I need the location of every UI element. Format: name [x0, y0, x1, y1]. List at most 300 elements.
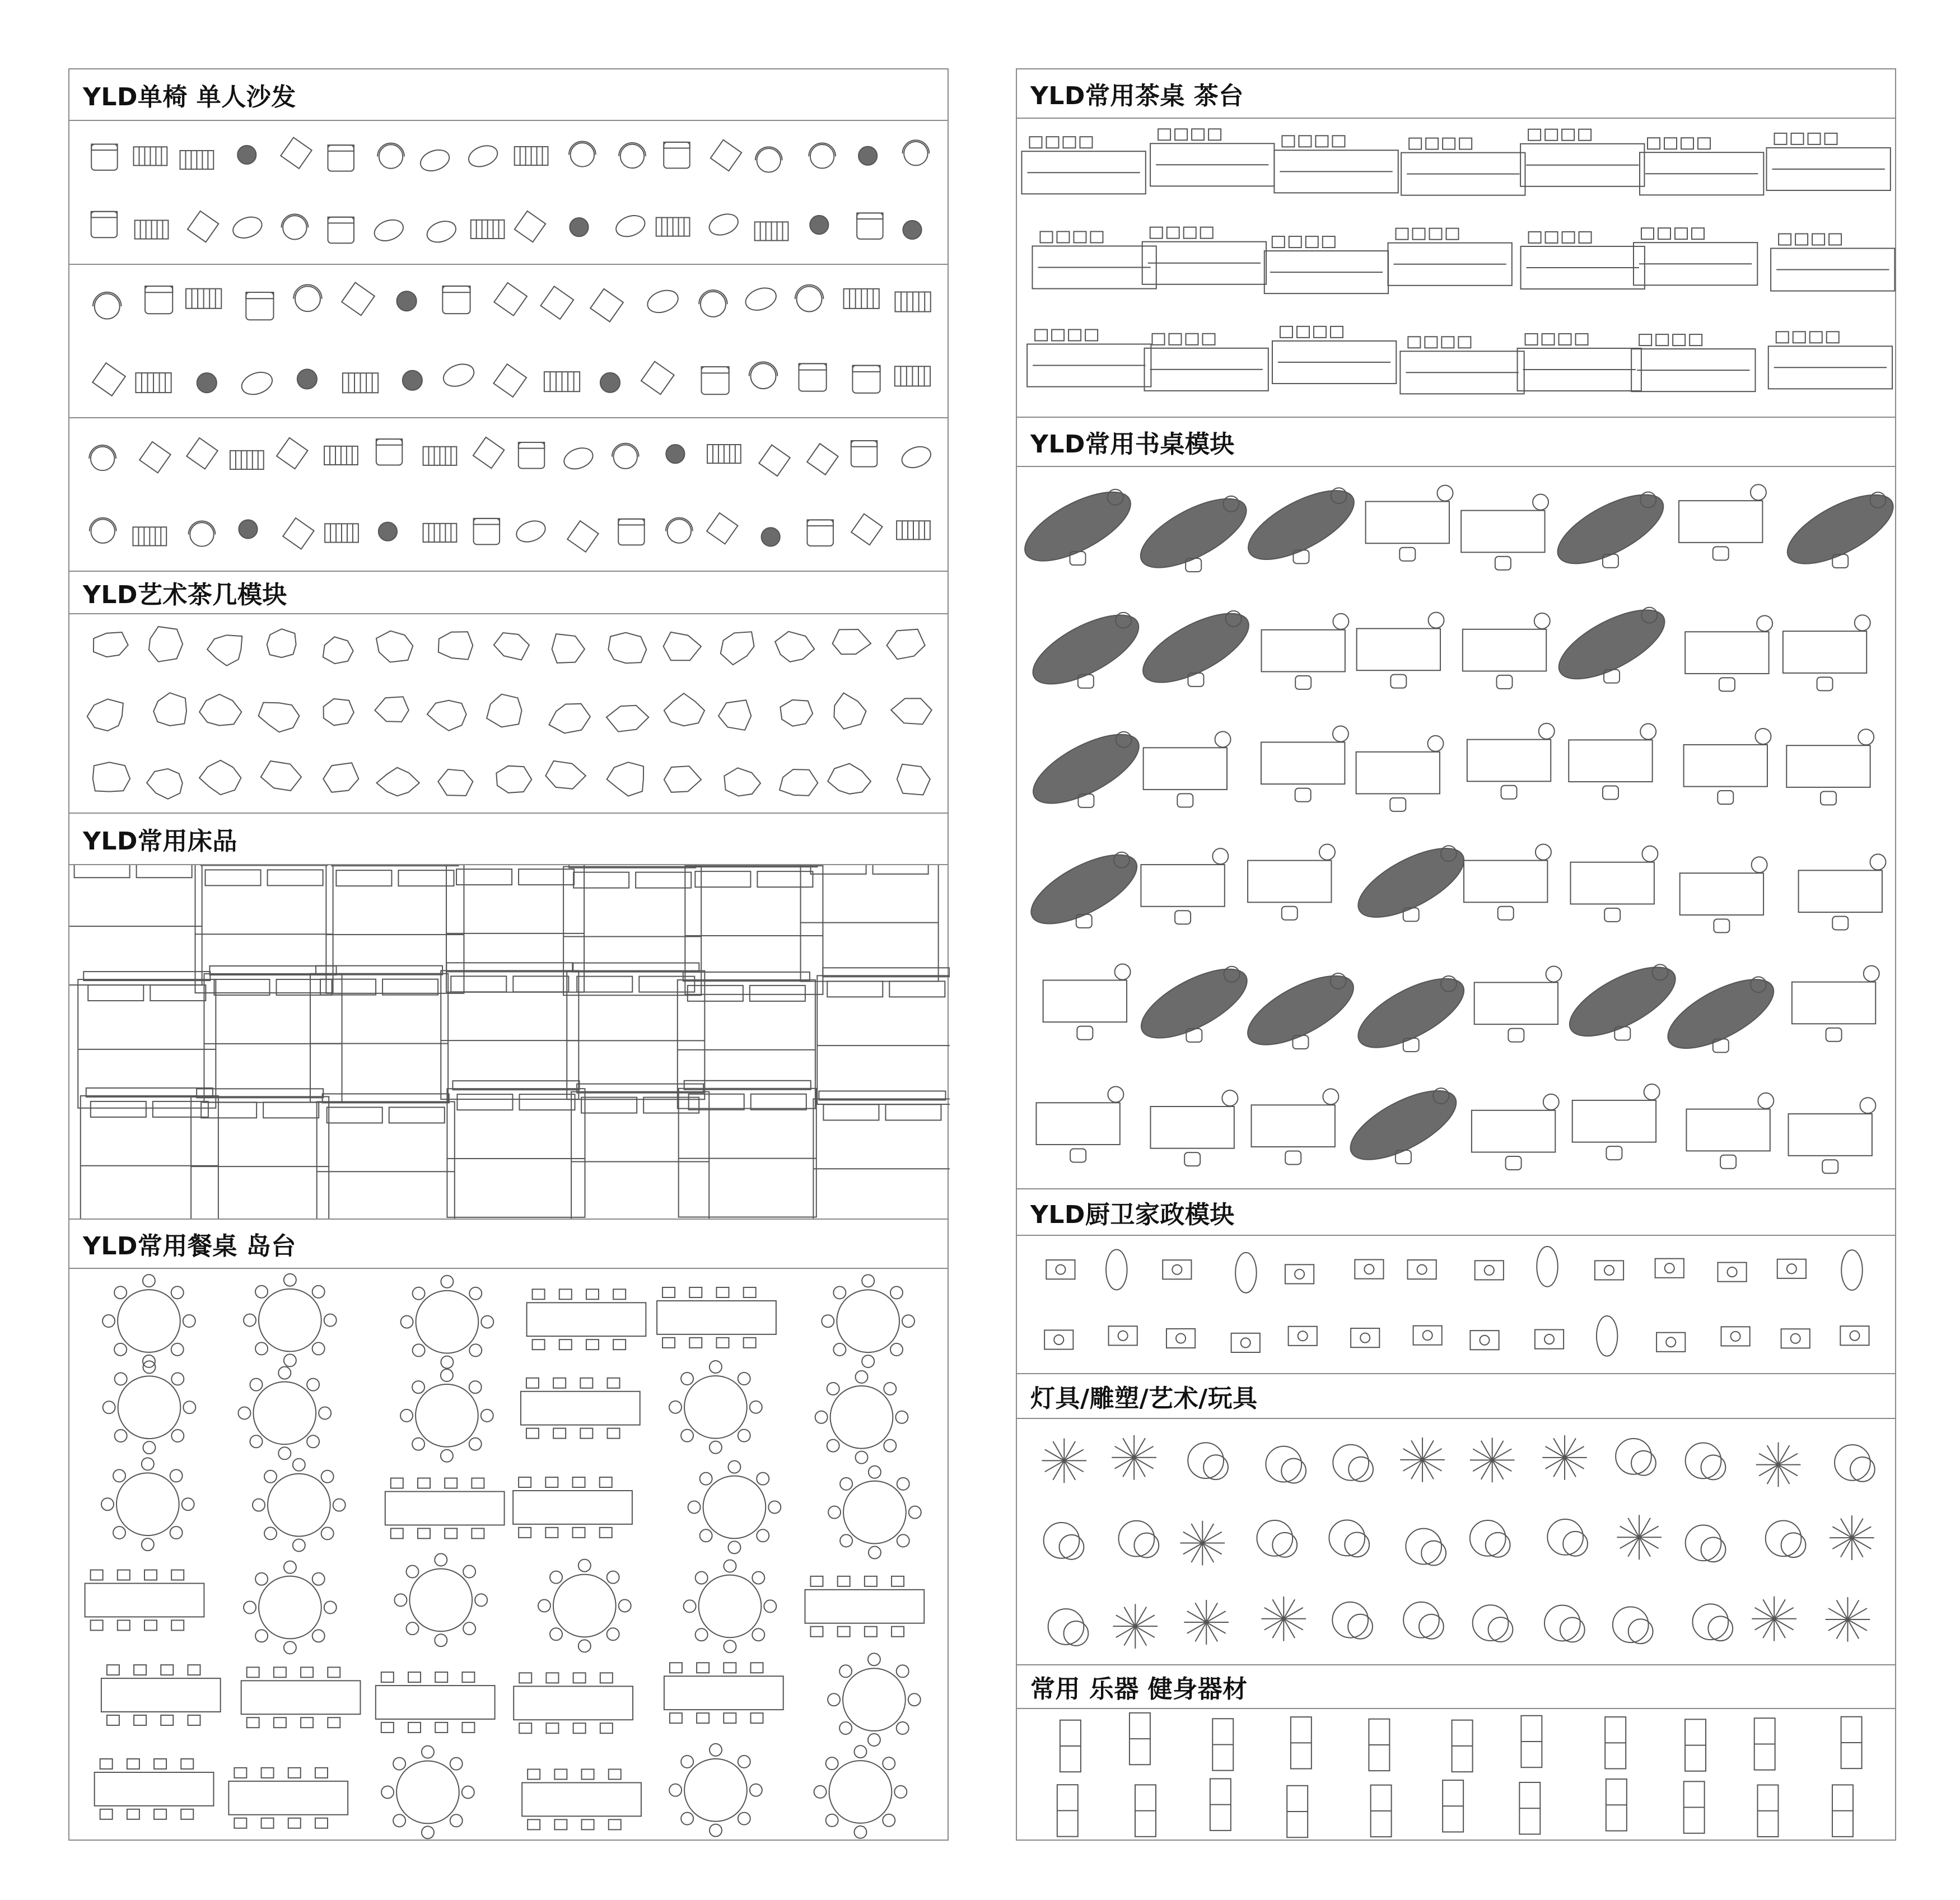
dining-table-block [815, 1371, 908, 1464]
lounge-chair-block [612, 444, 639, 469]
instrument-fitness-block [1841, 1717, 1862, 1768]
dining-table-block [822, 1275, 914, 1367]
art-coffee-table-block [87, 699, 123, 731]
dining-table-block [238, 1367, 331, 1460]
lounge-chair-block [707, 445, 741, 463]
armchair-block [600, 373, 620, 393]
lamp-sculpture-block [1266, 1446, 1306, 1483]
chair-block [91, 212, 117, 237]
lounge-chair-block [897, 521, 930, 539]
desk-block [1786, 729, 1874, 805]
dining-table-block [241, 1667, 361, 1728]
desk-block [1252, 1089, 1339, 1164]
desk-block [1131, 955, 1257, 1052]
instrument-fitness-block [1757, 1785, 1778, 1837]
desk-block [1463, 613, 1550, 689]
kitchen-bath-block [1535, 1330, 1564, 1349]
kitchen-bath-block [1285, 1264, 1314, 1283]
desk-block [1658, 966, 1784, 1062]
desk-block [1366, 485, 1453, 561]
art-coffee-table-block [549, 704, 590, 734]
tea-table-block [1401, 138, 1525, 195]
chair-block [613, 212, 648, 240]
chair-block [810, 216, 828, 234]
tea-table-block [1518, 334, 1641, 391]
lounge-chair-block [807, 520, 833, 545]
desk-block [1043, 964, 1131, 1040]
art-coffee-table-block [438, 769, 473, 796]
kitchen-bath-block [1046, 1260, 1075, 1279]
desk-block [1356, 736, 1444, 811]
section-title: YLD常用餐桌 岛台 [69, 1219, 948, 1269]
desk-block [1141, 848, 1228, 924]
chair-block [230, 213, 265, 242]
kitchen-bath-block [1163, 1260, 1191, 1279]
lounge-chair-block [325, 524, 358, 542]
section-title: YLD常用书桌模块 [1017, 417, 1895, 467]
lounge-chair-block [230, 451, 264, 469]
section-title: YLD艺术茶几模块 [69, 571, 948, 614]
tea-table-block [1767, 133, 1891, 190]
dining-table-block [228, 1768, 348, 1828]
lounge-chair-block [473, 437, 504, 468]
desk-block [1472, 1094, 1559, 1170]
art-coffee-table-block [664, 632, 701, 660]
lamp-sculpture-block [1119, 1521, 1159, 1558]
tea-table-block [1521, 232, 1645, 289]
dining-table-block [103, 1361, 196, 1454]
block-grid [1017, 119, 1895, 417]
kitchen-bath-block [1597, 1316, 1618, 1356]
lamp-sculpture-block [1617, 1515, 1662, 1560]
instrument-fitness-block [1212, 1719, 1233, 1770]
instrument-fitness-block [1832, 1785, 1853, 1836]
art-coffee-table-block [833, 629, 871, 654]
desk-block [1239, 477, 1364, 573]
lamp-sculpture-block [1756, 1442, 1801, 1487]
lounge-chair-block [567, 521, 598, 552]
left-column-frame [68, 68, 949, 1841]
armchair-block [544, 372, 580, 391]
lounge-chair-block [474, 519, 500, 544]
instrument-fitness-block [1369, 1719, 1389, 1771]
dining-table-block [684, 1560, 777, 1653]
art-coffee-table-block [780, 700, 813, 726]
instrument-fitness-block [1754, 1718, 1775, 1770]
desk-block [1684, 729, 1771, 804]
lamp-sculpture-block [1616, 1439, 1656, 1476]
armchair-block [136, 373, 171, 393]
section-title: 常用 乐器 健身器材 [1017, 1664, 1895, 1709]
tea-table-block [1150, 129, 1274, 186]
lounge-chair-block [277, 438, 307, 469]
armchair-block [895, 366, 930, 386]
tea-table-block [1631, 334, 1755, 391]
armchair-block [494, 283, 527, 316]
block-drawing-canvas [69, 121, 950, 264]
desk-block [1131, 485, 1256, 581]
lounge-chair-block [618, 519, 644, 545]
armchair-block [852, 366, 880, 393]
lamp-sculpture-block [1406, 1529, 1446, 1566]
art-coffee-table-block [780, 769, 818, 796]
block-grid [1017, 1236, 1895, 1373]
lounge-chair-block [899, 443, 934, 472]
lounge-chair-block [89, 445, 116, 470]
lounge-chair-block [762, 527, 780, 546]
tea-table-block [1142, 227, 1266, 284]
lamp-sculpture-block [1547, 1519, 1588, 1556]
lamp-sculpture-block [1044, 1523, 1084, 1560]
art-coffee-table-block [375, 697, 409, 722]
chair-block [328, 217, 354, 243]
block-drawing-canvas [1017, 1709, 1897, 1842]
instrument-fitness-block [1684, 1781, 1705, 1833]
art-coffee-table-block [261, 761, 301, 791]
armchair-block [93, 292, 122, 319]
bed-block [567, 963, 704, 1100]
desk-block [1133, 600, 1259, 696]
dining-table-block [385, 1478, 505, 1539]
dining-table-block [394, 1554, 487, 1647]
chair-block [91, 144, 117, 170]
tea-table-block [1771, 234, 1894, 291]
section-body [1017, 467, 1895, 1188]
desk-block [1023, 601, 1149, 698]
desk-block [1021, 841, 1147, 937]
section-instruments-fitness [1017, 1664, 1895, 1842]
armchair-block [590, 289, 623, 322]
lamp-sculpture-block [1835, 1445, 1875, 1482]
armchair-block [145, 286, 172, 314]
dining-table-block [522, 1769, 641, 1829]
armchair-block [92, 363, 125, 396]
chair-block [371, 216, 406, 245]
armchair-block [749, 362, 778, 389]
dining-table-block [814, 1745, 907, 1838]
lamp-sculpture-block [1470, 1438, 1515, 1483]
section-title: 灯具/雕塑/艺术/玩具 [1017, 1373, 1895, 1419]
chair-block [664, 142, 689, 168]
block-grid [1017, 467, 1895, 1188]
block-drawing-canvas [1017, 467, 1897, 1188]
section-dining-table [69, 1219, 948, 1842]
section-body [1017, 119, 1895, 417]
lamp-sculpture-block [1826, 1597, 1870, 1642]
desk-block [1262, 614, 1349, 689]
tea-table-block [1400, 337, 1524, 394]
dining-table-block [669, 1744, 762, 1837]
desk-block [1685, 615, 1772, 691]
section-body [69, 121, 948, 571]
armchair-block [799, 363, 826, 391]
chair-block [281, 214, 308, 239]
kitchen-bath-block [1355, 1259, 1383, 1278]
desk-block [1548, 481, 1673, 577]
art-coffee-table-block [552, 634, 585, 663]
desk-block [1261, 726, 1348, 801]
art-coffee-table-block [718, 700, 751, 730]
armchair-block [343, 373, 378, 393]
art-coffee-table-block [323, 763, 358, 792]
chair-block [515, 147, 548, 165]
armchair-block [699, 290, 727, 317]
art-coffee-table-block [259, 703, 300, 732]
desk-block [1549, 596, 1674, 693]
kitchen-bath-block [1109, 1326, 1137, 1345]
lamp-sculpture-block [1613, 1607, 1653, 1644]
lounge-chair-block [851, 441, 877, 466]
block-drawing-canvas [69, 865, 950, 1219]
chair-block [424, 217, 459, 246]
art-coffee-table-block [608, 633, 646, 664]
lounge-chair-block [376, 439, 402, 465]
tea-table-block [1021, 137, 1145, 194]
kitchen-bath-block [1413, 1326, 1442, 1345]
dining-table-block [664, 1663, 783, 1723]
dining-table-block [513, 1477, 632, 1538]
chair-block [134, 147, 167, 165]
dining-table-block [828, 1466, 921, 1559]
art-coffee-table-block [153, 693, 186, 726]
dining-table-block [253, 1459, 346, 1552]
instrument-fitness-block [1452, 1720, 1473, 1772]
armchair-block [197, 373, 217, 393]
block-drawing-canvas [69, 614, 950, 813]
desk-block [1789, 1098, 1876, 1173]
block-drawing-canvas [1017, 1419, 1897, 1664]
dining-table-block [400, 1369, 493, 1462]
section-bedding [69, 813, 948, 1219]
dining-table-block [538, 1560, 631, 1652]
lounge-chair-block [379, 522, 397, 541]
tea-table-block [1027, 330, 1151, 387]
dining-table-block [657, 1287, 776, 1348]
chair-block [902, 140, 929, 165]
art-coffee-table-block [207, 635, 242, 666]
armchair-block [403, 371, 422, 390]
art-coffee-table-block [324, 699, 354, 726]
chair-block [466, 142, 501, 171]
instrument-fitness-block [1685, 1719, 1706, 1771]
instrument-fitness-block [1605, 1717, 1626, 1768]
desk-block [1570, 846, 1658, 922]
desk-block [1341, 1077, 1466, 1173]
armchair-block [297, 369, 317, 389]
section-title: YLD常用床品 [69, 813, 948, 865]
chair-block [619, 143, 646, 168]
tea-table-block [1264, 236, 1388, 293]
art-coffee-table-block [828, 764, 871, 794]
block-grid [69, 614, 948, 813]
lamp-sculpture-block [1042, 1439, 1086, 1483]
dining-table-block [102, 1275, 195, 1367]
art-coffee-table-block [897, 764, 930, 795]
lamp-sculpture-block [1180, 1521, 1225, 1566]
instrument-fitness-block [1521, 1716, 1542, 1767]
kitchen-bath-block [1106, 1250, 1127, 1290]
armchair-block [701, 367, 729, 394]
kitchen-bath-block [1231, 1333, 1260, 1352]
desk-block [1348, 834, 1474, 931]
armchair-block [493, 364, 526, 397]
right-column-frame [1016, 68, 1896, 1841]
desk-block [1464, 844, 1551, 920]
tea-table-block [1640, 138, 1763, 195]
chair-block [706, 211, 741, 239]
dining-table-block [521, 1378, 640, 1439]
desk-block [1686, 1093, 1774, 1169]
lamp-sculpture-block [1113, 1604, 1158, 1649]
chair-block [570, 218, 588, 236]
art-coffee-table-block [199, 760, 241, 795]
armchair-block [246, 292, 273, 320]
dining-table-block [401, 1276, 494, 1369]
section-body [69, 1269, 948, 1842]
block-drawing-canvas [69, 418, 950, 571]
kitchen-bath-block [1781, 1329, 1810, 1348]
lamp-sculpture-block [1686, 1443, 1726, 1480]
desk-block [1036, 1086, 1123, 1162]
bed-block [441, 963, 578, 1099]
lounge-chair-block [666, 518, 693, 543]
lounge-chair-block [519, 442, 544, 468]
armchair-block [293, 284, 322, 311]
dining-table-block [514, 1673, 633, 1733]
chair-block [755, 147, 782, 172]
kitchen-bath-block [1470, 1331, 1499, 1350]
chair-block [903, 221, 921, 239]
lamp-sculpture-block [1403, 1602, 1444, 1639]
art-coffee-table-block [438, 632, 473, 660]
desk-block [1348, 965, 1474, 1061]
bed-block [685, 865, 823, 995]
chair-block [711, 140, 741, 171]
block-grid [69, 121, 948, 264]
lounge-chair-block [759, 445, 790, 476]
tea-table-block [1634, 228, 1757, 285]
instrument-fitness-block [1519, 1782, 1540, 1834]
armchair-block [239, 368, 275, 399]
armchair-block [645, 287, 681, 317]
chair-block [281, 138, 311, 169]
lounge-chair-block [139, 442, 170, 473]
lamp-sculpture-block [1188, 1442, 1228, 1479]
chair-block [471, 220, 505, 239]
block-grid [69, 865, 948, 1219]
kitchen-bath-block [1840, 1326, 1869, 1345]
block-grid [1017, 1419, 1895, 1664]
instrument-fitness-block [1210, 1778, 1231, 1830]
desk-block [1357, 613, 1444, 688]
desk-block [1572, 1084, 1660, 1160]
armchair-block [844, 289, 879, 309]
desk-block [1017, 478, 1140, 575]
section-body [1017, 1419, 1895, 1664]
kitchen-bath-block [1351, 1328, 1379, 1347]
armchair-block [540, 286, 573, 319]
tea-table-block [1388, 228, 1512, 286]
bed-block [817, 968, 950, 1104]
section-title: YLD厨卫家政模块 [1017, 1188, 1895, 1236]
art-coffee-table-block [834, 693, 866, 729]
bed-block [317, 1094, 455, 1219]
section-desk [1017, 417, 1895, 1188]
lamp-sculpture-block [1544, 1605, 1585, 1642]
chair-block [418, 146, 452, 175]
bed-block [69, 865, 202, 985]
section-title: YLD单椅 单人沙发 [69, 69, 948, 121]
desk-block [1560, 954, 1685, 1050]
chair-block [515, 211, 545, 242]
lounge-chair-block [239, 520, 257, 538]
tea-table-block [1768, 332, 1892, 389]
instrument-fitness-block [1060, 1720, 1081, 1772]
desk-block [1144, 731, 1231, 807]
art-coffee-table-block [93, 762, 130, 791]
lounge-chair-block [283, 518, 314, 549]
lounge-chair-block [423, 524, 457, 542]
desk-block [1150, 1090, 1238, 1166]
bed-block [813, 1091, 950, 1219]
art-coffee-table-block [606, 706, 648, 732]
lounge-chair-block [851, 514, 882, 545]
chair-block [755, 222, 788, 240]
chair-block [857, 213, 883, 239]
kitchen-bath-block [1656, 1333, 1685, 1352]
desk-block [1679, 484, 1766, 560]
lamp-sculpture-block [1542, 1435, 1587, 1480]
instrument-fitness-block [1057, 1785, 1078, 1836]
armchair-block [641, 361, 674, 394]
dining-table-block [244, 1274, 337, 1367]
lamp-sculpture-block [1766, 1520, 1806, 1557]
desk-block [1461, 494, 1548, 570]
desk-block [1777, 481, 1897, 577]
block-grid [69, 1269, 948, 1842]
armchair-block [342, 283, 375, 316]
chair-block [135, 220, 169, 239]
armchair-block [795, 285, 824, 312]
lamp-sculpture-block [1048, 1609, 1089, 1646]
desk-block [1799, 854, 1886, 930]
bed-block [447, 1081, 585, 1217]
kitchen-bath-block [1408, 1260, 1436, 1279]
art-coffee-table-block [94, 632, 128, 657]
lounge-chair-block [90, 518, 116, 543]
lamp-sculpture-block [1261, 1596, 1306, 1641]
block-grid [69, 265, 948, 417]
section-tea-table [1017, 69, 1895, 417]
lamp-sculpture-block [1112, 1435, 1156, 1480]
art-coffee-table-block [377, 768, 419, 796]
lounge-chair-block [666, 445, 684, 463]
armchair-block [895, 292, 930, 311]
instrument-fitness-block [1443, 1780, 1463, 1832]
section-body [1017, 1236, 1895, 1373]
tea-table-block [1272, 326, 1396, 384]
block-drawing-canvas [1017, 1236, 1897, 1373]
art-coffee-table-block [147, 769, 183, 799]
art-coffee-table-block [376, 631, 413, 662]
dining-table-block [376, 1672, 495, 1733]
lamp-sculpture-block [1333, 1445, 1373, 1482]
kitchen-bath-block [1044, 1330, 1073, 1349]
dining-table-block [85, 1570, 204, 1631]
chair-block [328, 145, 353, 171]
art-coffee-table-block [664, 693, 704, 726]
chair-block [237, 146, 256, 164]
